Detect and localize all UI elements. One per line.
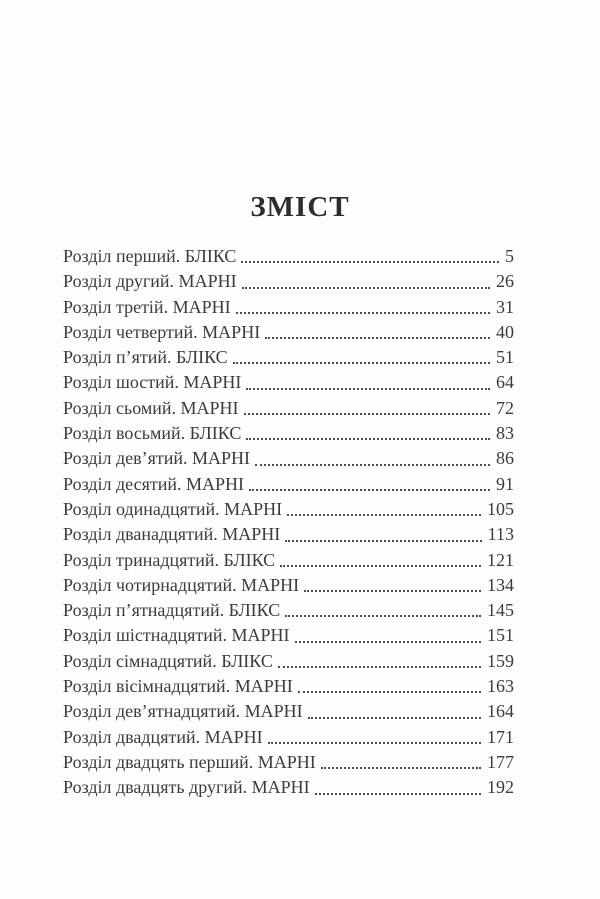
toc-entry [63, 244, 514, 269]
toc-leader-dots [304, 590, 481, 592]
toc-entry-label: Розділ восьмий. БЛІКС [63, 423, 242, 444]
toc-entry [63, 421, 514, 446]
toc-page-number: 113 [487, 524, 514, 545]
toc-page-number: 145 [487, 600, 514, 621]
toc-entry [63, 522, 514, 547]
toc-leader-dots [233, 362, 490, 364]
page-title: ЗМІСТ [250, 191, 350, 223]
toc-page-number: 164 [487, 701, 514, 722]
toc-leader-dots [298, 691, 481, 693]
toc-leader-dots [315, 793, 481, 795]
toc-entry [63, 396, 514, 421]
toc-page-number: 83 [496, 423, 514, 444]
toc-page-number: 171 [487, 726, 514, 747]
toc-leader-dots [321, 767, 481, 769]
toc-page-number: 31 [496, 296, 514, 317]
toc-entry [63, 345, 514, 370]
toc-leader-dots [242, 287, 490, 289]
toc-entry [63, 699, 514, 724]
toc-leader-dots [241, 261, 499, 263]
toc-entry-label: Розділ сьомий. МАРНІ [63, 397, 239, 418]
toc-entry-label: Розділ сімнадцятий. БЛІКС [63, 650, 273, 671]
toc-entry-label: Розділ десятий. МАРНІ [63, 473, 244, 494]
toc-leader-dots [287, 514, 481, 516]
toc-page-number: 64 [496, 372, 514, 393]
toc-entry [63, 320, 514, 345]
toc-entry [63, 548, 514, 573]
toc-page-number: 86 [496, 448, 514, 469]
toc-entry [63, 573, 514, 598]
toc-entry-label: Розділ дванадцятий. МАРНІ [63, 524, 281, 545]
toc-entry-label: Розділ четвертий. МАРНІ [63, 321, 261, 342]
toc-leader-dots [278, 666, 481, 668]
toc-entry-label: Розділ дев’ятнадцятий. МАРНІ [63, 701, 303, 722]
toc-entry [63, 497, 514, 522]
toc-entry-label: Розділ вісімнадцятий. МАРНІ [63, 676, 293, 697]
toc-entry-label: Розділ двадцять перший. МАРНІ [63, 751, 316, 772]
toc-entry [63, 446, 514, 471]
toc-page-number: 163 [487, 676, 514, 697]
toc-entry-label: Розділ п’ятий. БЛІКС [63, 347, 228, 368]
toc-page-number: 151 [487, 625, 514, 646]
toc-entry [63, 295, 514, 320]
toc-leader-dots [265, 337, 490, 339]
toc-leader-dots [236, 312, 490, 314]
toc-entry [63, 370, 514, 395]
toc-entry [63, 775, 514, 800]
toc-page-number: 159 [487, 650, 514, 671]
toc-entry-label: Розділ перший. БЛІКС [63, 246, 237, 266]
toc-entry [63, 598, 514, 623]
toc-entry [63, 725, 514, 750]
toc-entry-label: Розділ чотирнадцятий. МАРНІ [63, 574, 300, 595]
toc-list [63, 244, 514, 801]
toc-entry-label: Розділ двадцять другий. МАРНІ [63, 777, 310, 798]
toc-page-number: 192 [487, 777, 514, 798]
toc-page-number: 134 [487, 574, 514, 595]
toc-entry-label: Розділ двадцятий. МАРНІ [63, 726, 263, 747]
toc-leader-dots [268, 742, 481, 744]
toc-entry-label: Розділ тринадцятий. БЛІКС [63, 549, 276, 570]
toc-leader-dots [249, 489, 490, 491]
toc-leader-dots [308, 717, 481, 719]
toc-page-number: 177 [487, 751, 514, 772]
toc-entry [63, 674, 514, 699]
toc-page-number: 72 [496, 397, 514, 418]
toc-page-number: 40 [496, 321, 514, 342]
toc-leader-dots [246, 438, 490, 440]
toc-page-number: 26 [496, 271, 514, 292]
toc-leader-dots [280, 565, 481, 567]
toc-entry-label: Розділ п’ятнадцятий. БЛІКС [63, 600, 281, 621]
toc-leader-dots [285, 540, 481, 542]
toc-entry-label: Розділ одинадцятий. МАРНІ [63, 498, 283, 519]
toc-page-number: 91 [496, 473, 514, 494]
toc-leader-dots [285, 615, 481, 617]
toc-entry [63, 472, 514, 497]
toc-leader-dots [246, 388, 490, 390]
toc-entry-label: Розділ шістнадцятий. МАРНІ [63, 625, 290, 646]
toc-entry [63, 750, 514, 775]
toc-leader-dots [244, 413, 490, 415]
toc-page-number: 5 [505, 246, 514, 266]
toc-page-number: 121 [487, 549, 514, 570]
toc-page-number: 105 [487, 498, 514, 519]
toc-entry [63, 649, 514, 674]
toc-entry-label: Розділ шостий. МАРНІ [63, 372, 242, 393]
toc-entry-label: Розділ другий. МАРНІ [63, 271, 237, 292]
toc-leader-dots [295, 641, 481, 643]
toc-entry [63, 269, 514, 294]
toc-page-number: 51 [496, 347, 514, 368]
toc-entry [63, 623, 514, 648]
toc-leader-dots [255, 464, 490, 466]
toc-entry-label: Розділ дев’ятий. МАРНІ [63, 448, 251, 469]
toc-entry-label: Розділ третій. МАРНІ [63, 296, 231, 317]
